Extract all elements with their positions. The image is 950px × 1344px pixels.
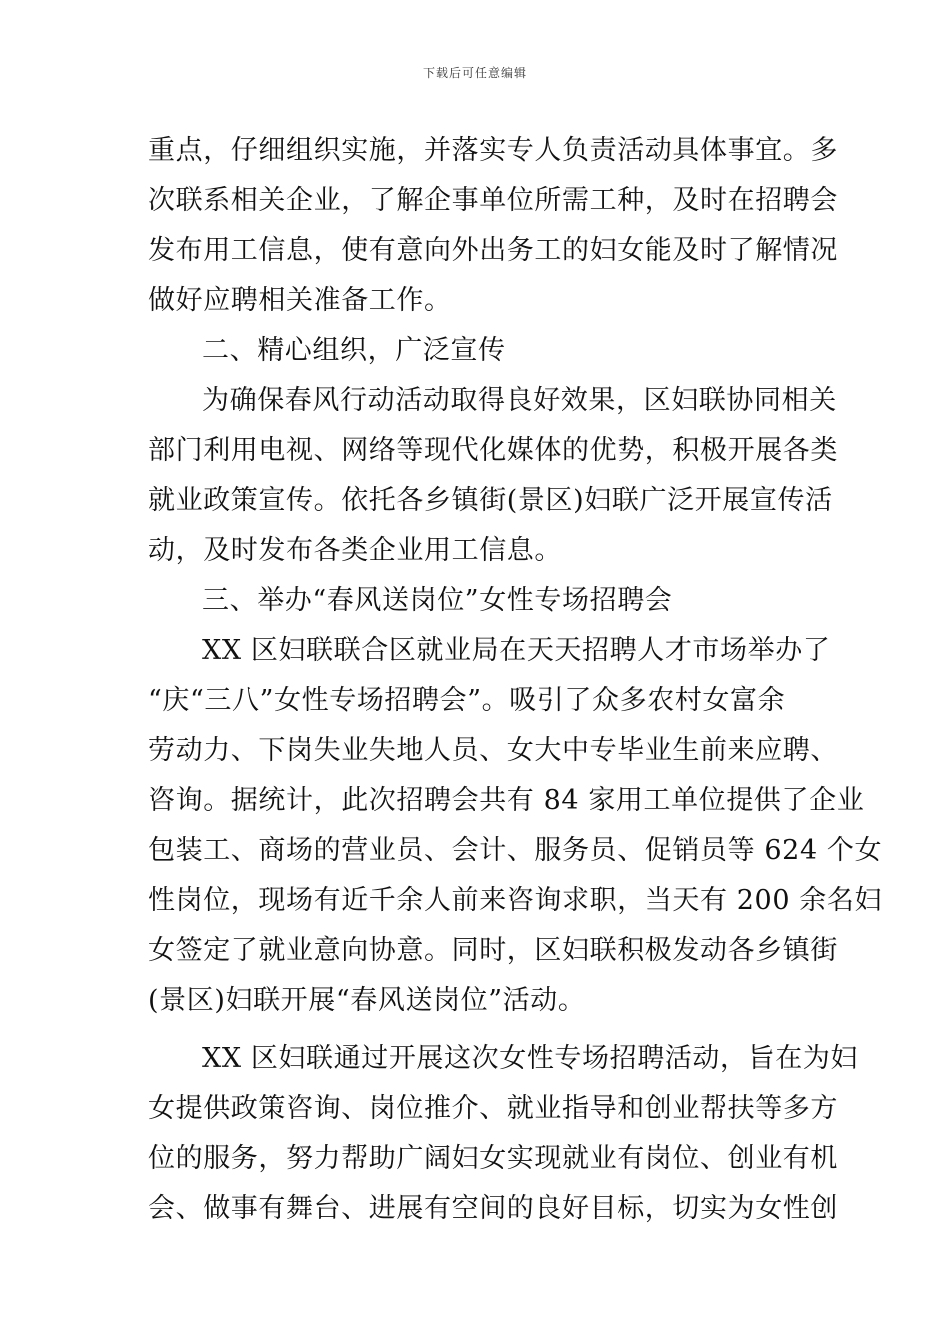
text-line: 就业政策宣传。依托各乡镇街(景区)妇联广泛开展宣传活: [148, 485, 833, 516]
page-header-note: 下载后可任意编辑: [422, 66, 527, 80]
text-line: (景区)妇联开展“春风送岗位”活动。: [148, 985, 586, 1016]
text-line: XX 区妇联联合区就业局在天天招聘人才市场举办了: [202, 635, 831, 666]
text-line: XX 区妇联通过开展这次女性专场招聘活动，旨在为妇: [202, 1043, 859, 1074]
paragraph-gap: [148, 1026, 818, 1034]
text-line: 位的服务，努力帮助广阔妇女实现就业有岗位、创业有机: [148, 1143, 838, 1174]
text-line: 包装工、商场的营业员、会计、服务员、促销员等 624 个女: [148, 835, 883, 866]
text-line: 为确保春风行动活动取得良好效果，区妇联协同相关: [202, 385, 837, 416]
text-line: 咨询。据统计，此次招聘会共有 84 家用工单位提供了企业: [148, 785, 865, 816]
text-line: 女签定了就业意向协意。同时，区妇联积极发动各乡镇街: [148, 935, 838, 966]
text-line: “庆“三八”女性专场招聘会”。吸引了众多农村女富余: [148, 685, 786, 716]
text-line: 性岗位，现场有近千余人前来咨询求职，当天有 200 余名妇: [148, 885, 883, 916]
section-heading: 三、举办“春风送岗位”女性专场招聘会: [202, 585, 673, 616]
text-line: 做好应聘相关准备工作。: [148, 285, 452, 316]
text-line: 重点，仔细组织实施，并落实专人负责活动具体事宜。多: [148, 135, 838, 166]
text-line: 动，及时发布各类企业用工信息。: [148, 535, 562, 566]
text-line: 发布用工信息，使有意向外出务工的妇女能及时了解情况: [148, 235, 838, 266]
text-line: 劳动力、下岗失业失地人员、女大中专毕业生前来应聘、: [148, 735, 838, 766]
text-line: 女提供政策咨询、岗位推介、就业指导和创业帮扶等多方: [148, 1093, 838, 1124]
document-body: [148, 126, 883, 1234]
section-heading: 二、精心组织，广泛宣传: [202, 335, 506, 366]
text-line: 会、做事有舞台、进展有空间的良好目标，切实为女性创: [148, 1193, 838, 1224]
text-line: 次联系相关企业，了解企事单位所需工种，及时在招聘会: [148, 185, 838, 216]
text-line: 部门利用电视、网络等现代化媒体的优势，积极开展各类: [148, 435, 838, 466]
